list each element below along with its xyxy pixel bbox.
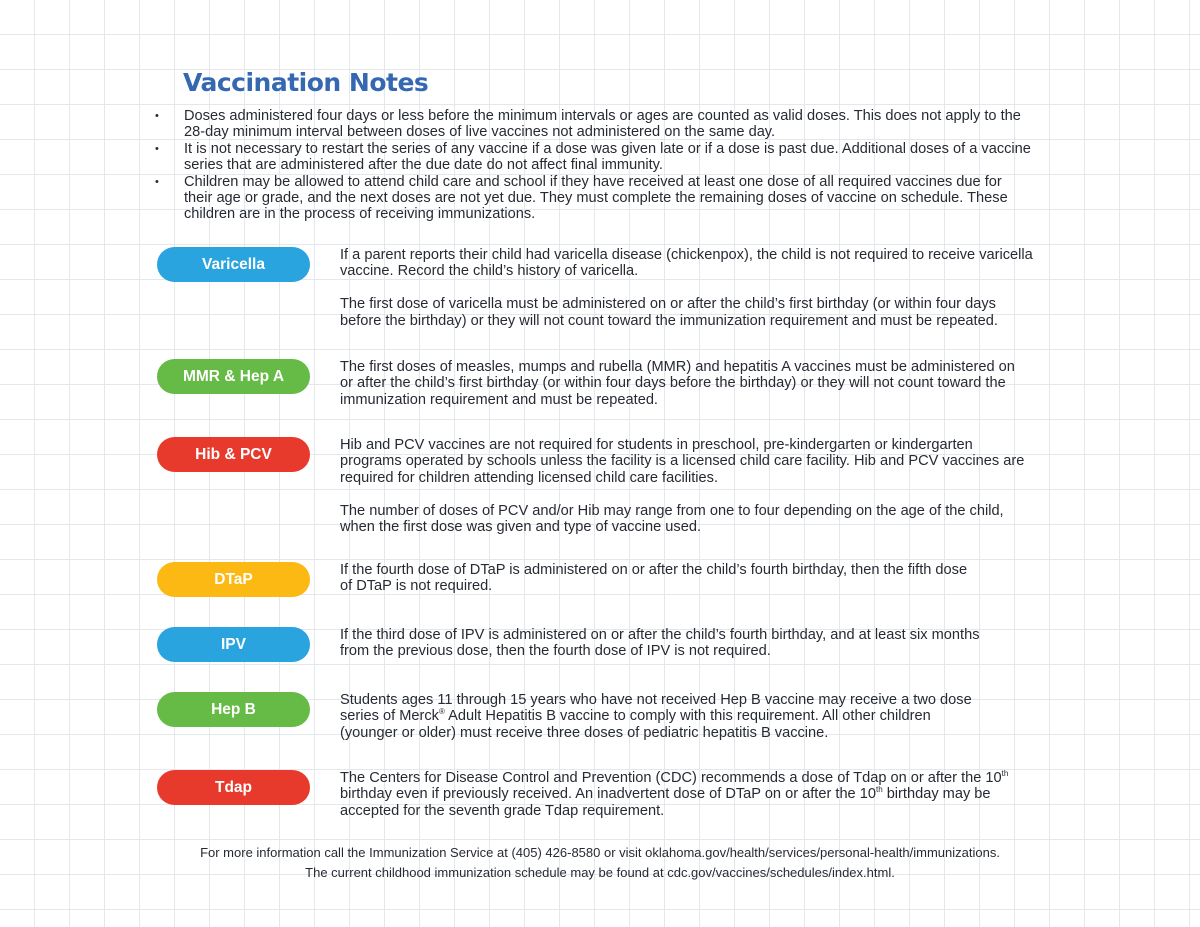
- notes-list: [155, 108, 1074, 223]
- note-line: Doses administered four days or less before the minimum intervals or ages are counted as valid doses. This does not apply to the: [184, 108, 1021, 124]
- note-line: Children may be allowed to attend child care and school if they have received at least one dose of all required vaccines due for: [184, 173, 1002, 190]
- hepb-notes: [340, 692, 1077, 741]
- tdap-notes: [340, 770, 1077, 819]
- note-line: It is not necessary to restart the series of any vaccine if a dose was given late or if a dose is past due. Additional doses of a vaccine: [184, 140, 1031, 157]
- note-line: series that are administered after the due date do not affect final immunity.: [184, 157, 663, 174]
- hib-pcv-notes: [340, 437, 1077, 535]
- ipv-badge: IPV: [157, 627, 310, 662]
- varicella-notes: [340, 247, 1077, 329]
- mmr-hepa-notes: [340, 359, 1077, 408]
- hib-pcv-badge: Hib & PCV: [157, 437, 310, 472]
- paragraph: The first doses of measles, mumps and rubella (MMR) and hepatitis A vaccines must be administered on or after the child’s first birthday (or within four days before the birthday) or they will not count toward the immunization requirement and must be repeated.: [340, 359, 1015, 408]
- paragraph: The Centers for Disease Control and Prevention (CDC) recommends a dose of Tdap on or after the 10th birthday even if previously received. An inadvertent dose of DTaP on or after the 10th birthday may be accepted for the seventh grade Tdap requirement.: [340, 769, 1009, 819]
- list-item: [155, 140, 1074, 174]
- varicella-badge: Varicella: [157, 247, 310, 282]
- page-title: Vaccination Notes: [183, 68, 429, 97]
- list-item: [155, 108, 1074, 141]
- bullet-icon: •: [155, 142, 159, 155]
- dtap-badge: DTaP: [157, 562, 310, 597]
- tdap-badge: Tdap: [157, 770, 310, 805]
- note-line: their age or grade, and the next doses are not yet due. They must complete the remaining doses of vaccine on schedule. These: [184, 190, 1008, 207]
- note-line: 28-day minimum interval between doses of live vaccines not administered on the same day.: [184, 124, 776, 141]
- paragraph: The first dose of varicella must be administered on or after the child’s first birthday (or within four days before the birthday) or they will not count toward the immunization requirement and must be repeated.: [340, 296, 998, 329]
- bullet-icon: •: [155, 175, 159, 188]
- list-item: [155, 173, 1074, 223]
- footer-schedule: The current childhood immunization schedule may be found at cdc.gov/vaccines/schedules/index.html.: [305, 865, 895, 880]
- bullet-icon: •: [155, 110, 159, 122]
- dtap-notes: [340, 562, 1077, 595]
- mmr-hepa-badge: MMR & Hep A: [157, 359, 310, 394]
- note-line: children are in the process of receiving immunizations.: [184, 206, 536, 223]
- ipv-notes: [340, 627, 1077, 660]
- paragraph: If the fourth dose of DTaP is administered on or after the child’s fourth birthday, then the fifth dose of DTaP is not required.: [340, 562, 968, 595]
- hepb-badge: Hep B: [157, 692, 310, 727]
- paragraph: Students ages 11 through 15 years who have not received Hep B vaccine may receive a two dose series of Merck® Adult Hepatitis B vaccine to comply with this requirement. All other children (younger or older) must receive three doses of pediatric hepatitis B vaccine.: [340, 692, 972, 741]
- paragraph: If the third dose of IPV is administered on or after the child’s fourth birthday, and at least six months from the previous dose, then the fourth dose of IPV is not required.: [340, 627, 980, 660]
- paragraph: If a parent reports their child had varicella disease (chickenpox), the child is not required to receive varicella vaccine. Record the child’s history of varicella.: [340, 247, 1033, 280]
- paragraph: Hib and PCV vaccines are not required for students in preschool, pre-kindergarten or kindergarten programs operated by schools unless the facility is a licensed child care facility. Hib and PCV vaccines are required for children attending licensed child care facilities.: [340, 437, 1025, 486]
- paragraph: The number of doses of PCV and/or Hib may range from one to four depending on the age of the child, when the first dose was given and type of vaccine used.: [340, 502, 1004, 536]
- footer-contact: For more information call the Immunization Service at (405) 426-8580 or visit oklahoma.gov/health/services/personal-health/immunizations.: [200, 845, 1000, 860]
